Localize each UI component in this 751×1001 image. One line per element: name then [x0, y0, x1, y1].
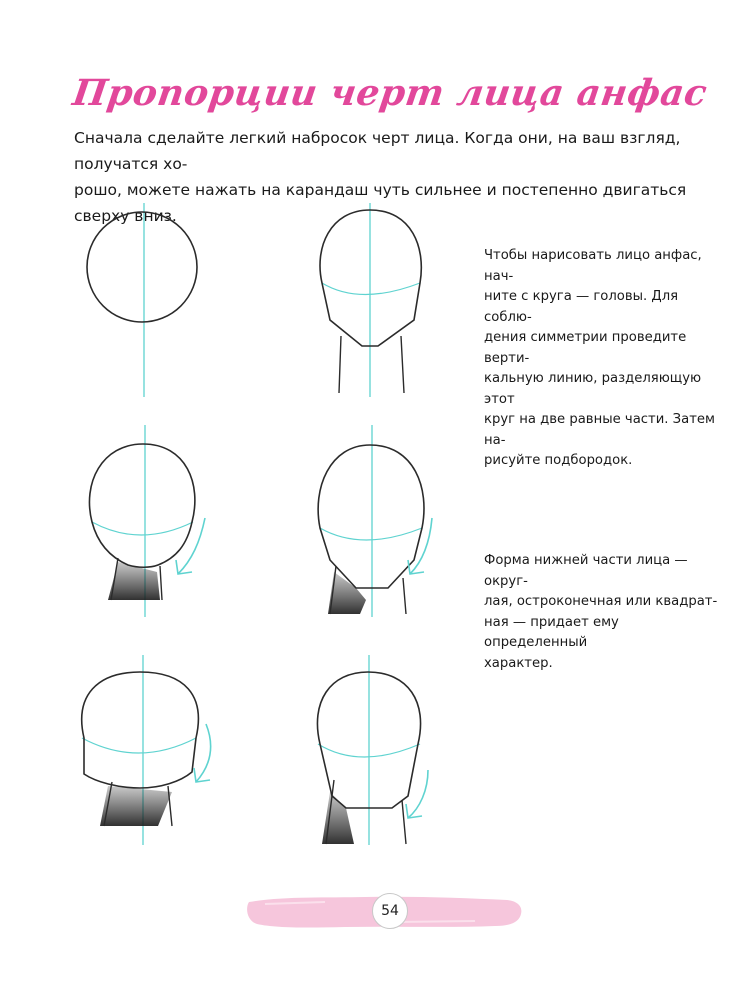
page-number: 54: [372, 893, 408, 929]
intro-line-2: рошо, можете нажать на карандаш чуть сильнее и постепенно двигаться сверху вниз.: [74, 181, 687, 225]
head-square-narrow-jaw-with-arrow: [317, 655, 428, 845]
side-note-1-line-4: кальную линию, разделяющую этот: [484, 371, 702, 407]
side-note-1-line-1: Чтобы нарисовать лицо анфас, нач-: [484, 248, 702, 284]
intro-line-1: Сначала сделайте легкий набросок черт лица. Когда они, на ваш взгляд, получатся хо-: [74, 129, 681, 173]
head-with-pointed-chin: [320, 203, 421, 397]
side-note-1-line-2: ните с круга — головы. Для соблю-: [484, 289, 679, 325]
head-square-jaw-with-arrow: [82, 655, 211, 845]
side-note-2-line-3: ная — придает ему определенный: [484, 614, 619, 650]
side-note-2-line-2: лая, остроконечная или квадрат-: [484, 594, 718, 609]
head-rounded-jaw-with-arrow: [89, 425, 205, 617]
side-note-1-line-3: дения симметрии проведите верти-: [484, 330, 687, 366]
page-title: Пропорции черт лица анфас: [70, 72, 710, 114]
side-note-2-line-4: характер.: [484, 655, 553, 671]
side-note-1-line-6: рисуйте подбородок.: [484, 453, 633, 468]
head-pointed-jaw-with-arrow: [318, 425, 432, 617]
side-note-2-line-1: Форма нижней части лица — округ-: [484, 553, 688, 589]
head-circle-with-axis: [87, 203, 197, 397]
side-note-1-line-5: круг на две равные части. Затем на-: [484, 412, 715, 448]
